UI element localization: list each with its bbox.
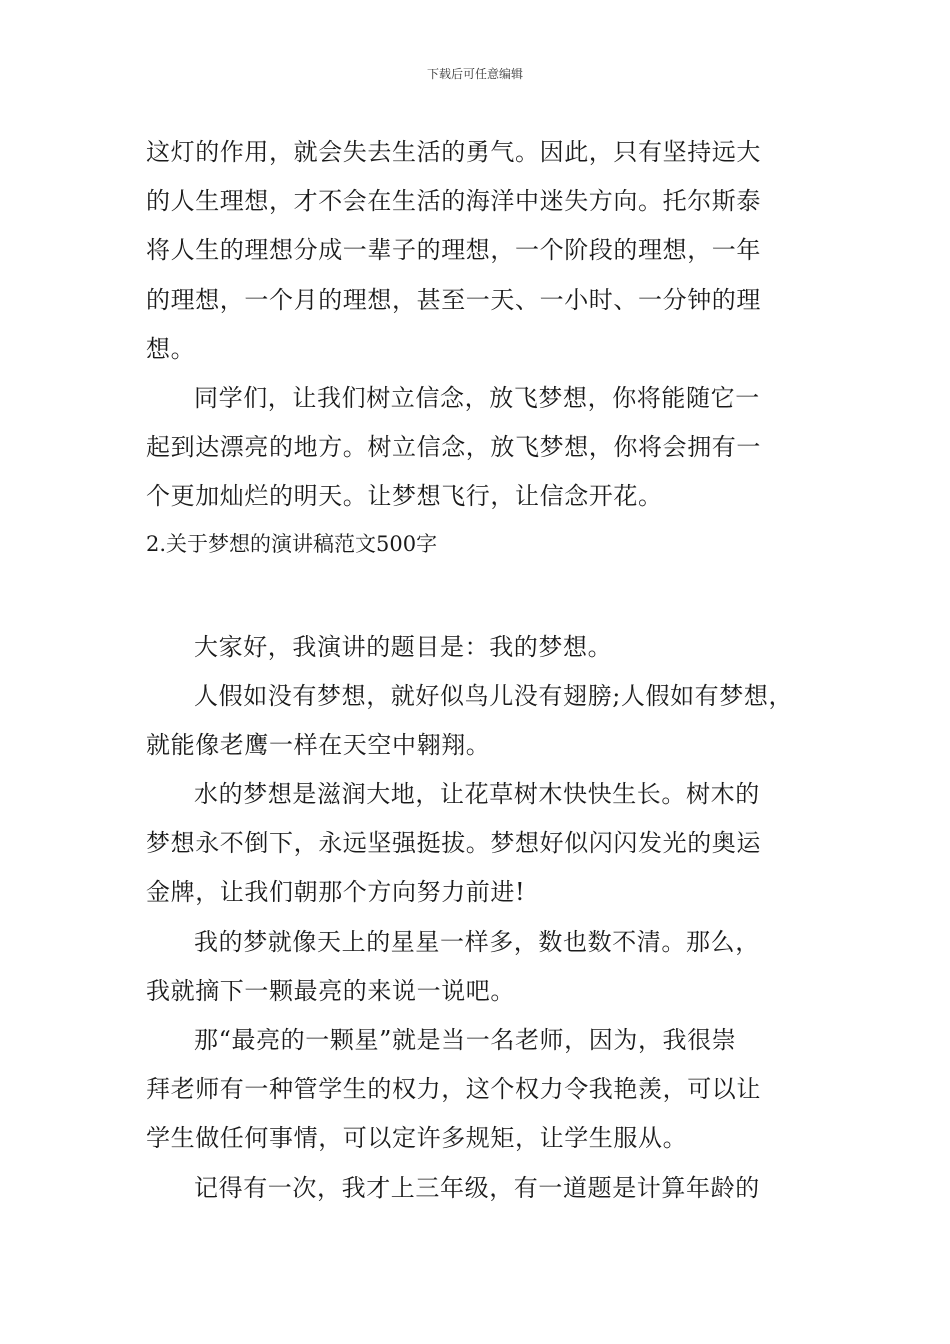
text-line: 将人生的理想分成一辈子的理想，一个阶段的理想，一年: [146, 236, 761, 265]
blank-gap: [146, 566, 836, 623]
document-body: [146, 128, 836, 1213]
text-line: 想。: [146, 334, 196, 363]
text-line: 拜老师有一种管学生的权力，这个权力令我艳羡，可以让: [146, 1075, 761, 1104]
text-line: 人假如没有梦想，就好似鸟儿没有翅膀;人假如有梦想，: [194, 681, 794, 710]
text-line: 就能像老鹰一样在天空中翱翔。: [146, 730, 491, 759]
text-line: 水的梦想是滋润大地，让花草树木快快生长。树木的: [194, 780, 760, 809]
text-line: 学生做任何事情，可以定许多规矩，让学生服从。: [146, 1124, 688, 1153]
text-line: 起到达漂亮的地方。树立信念，放飞梦想，你将会拥有一: [146, 433, 761, 462]
section-heading: 2.关于梦想的演讲稿范文500字: [146, 531, 438, 556]
text-line: 这灯的作用，就会失去生活的勇气。因此，只有坚持远大: [146, 138, 761, 166]
text-line: 同学们，让我们树立信念，放飞梦想，你将能随它一: [194, 383, 760, 412]
text-line: 记得有一次，我才上三年级，有一道题是计算年龄的: [194, 1173, 760, 1202]
page-header: 下载后可任意编辑: [426, 67, 523, 81]
text-line: 的理想，一个月的理想，甚至一天、一小时、一分钟的理: [146, 285, 761, 314]
text-line: 梦想永不倒下，永远坚强挺拔。梦想好似闪闪发光的奥运: [146, 829, 761, 858]
text-line: 我的梦就像天上的星星一样多，数也数不清。那么，: [194, 927, 760, 956]
text-line: 我就摘下一颗最亮的来说一说吧。: [146, 976, 515, 1005]
text-line: 金牌，让我们朝那个方向努力前进!: [146, 878, 526, 907]
text-line: 那“最亮的一颗星”就是当一名老师，因为，我很崇: [194, 1026, 737, 1054]
text-line: 大家好，我演讲的题目是：我的梦想。: [194, 632, 613, 661]
text-line: 个更加灿烂的明天。让梦想飞行，让信念开花。: [146, 482, 663, 511]
text-line: 的人生理想，才不会在生活的海洋中迷失方向。托尔斯泰: [146, 187, 761, 216]
